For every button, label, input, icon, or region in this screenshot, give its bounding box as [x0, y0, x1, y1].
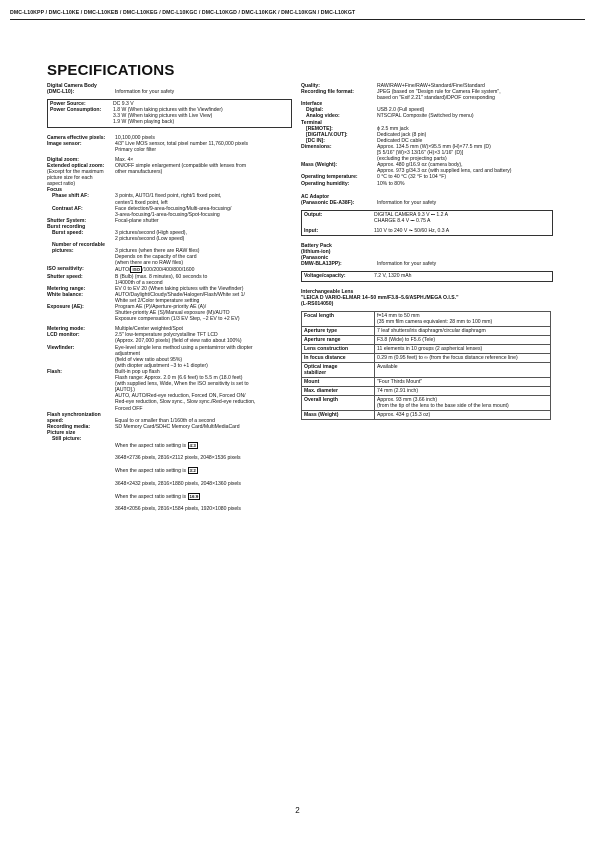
lens-row [302, 395, 551, 410]
camera-model-row [47, 89, 292, 95]
rec-format-label: Recording file format: [301, 89, 354, 96]
mass-label: Mass (Weight): [301, 162, 338, 169]
power-source-label: Power Source: [50, 101, 86, 108]
lens-spec-label: Mass (Weight) [302, 410, 375, 419]
ac-adaptor-heading: AC Adaptor [301, 193, 330, 200]
exposure-label: Exposure (AE): [47, 304, 84, 310]
burst-heading: Burst recording [47, 223, 86, 230]
aspect-16-9-icon: 16:9 [189, 493, 199, 499]
lens-row [302, 377, 551, 386]
input-value: 110 V to 240 V ⏦ 50/60 Hz, 0.3 A [374, 227, 450, 234]
iso-suffix: /100/200/400/800/1600 [142, 267, 195, 274]
lens-spec-value: "Four Thirds Mount" [375, 377, 551, 386]
lens-spec-value: 11 elements in 10 groups (2 aspherical lenses) [375, 344, 551, 353]
recording-media-value: SD Memory Card/SDHC Memory Card/MultiMediaCard [115, 423, 240, 430]
phase-af-label: Phase shift AF: [52, 193, 89, 200]
metering-mode-label: Metering mode: [47, 326, 85, 333]
op-hum-label: Operating humidity: [301, 180, 350, 187]
shutter-speed-label: Shutter speed: [47, 273, 83, 280]
shutter-speed-value: B (Bulb) (max. 8 minutes), 60 seconds to 1/4000th of a second [115, 273, 208, 286]
metering-range-value: EV 0 to EV 20 (When taking pictures with the Viewfinder) [115, 285, 244, 292]
exposure-value: Program AE (P)/Aperture-priority AE (A)/ Shutter-priority AE (S)/Manual exposure (M)/AUTO Exposure compensation (1/3 EV Step, −2 EV to +2 EV) [115, 304, 240, 323]
op-hum-value: 10% to 80% [377, 180, 405, 187]
ext-zoom-label: Extended optical zoom: [47, 162, 105, 169]
header-rule [10, 19, 585, 20]
dcin-label: [DC IN]: [306, 137, 325, 144]
image-sensor-value: 4/3" Live MOS sensor, total pixel number 11,760,000 pixels Primary color filter [115, 140, 249, 153]
voltage-label: Voltage/capacity: [304, 273, 346, 280]
lens-spec-value: 7 leaf shutters/iris diaphragm/circular diaphragm [375, 326, 551, 335]
output-label: Output: [304, 211, 323, 218]
interface-heading: Interface [301, 101, 323, 108]
lens-spec-value: 74 mm (2.91 inch) [375, 386, 551, 395]
ac-model-label: (Panasonic DE-A38F): [301, 199, 355, 206]
phase-af-value: 3 points, AUTO/1 fixed point, right/1 fixed point, center/1 fixed point, left [115, 193, 222, 206]
still-line-3: When the aspect ratio setting is [115, 468, 187, 475]
lens-spec-label: Lens construction [302, 344, 375, 353]
burst-speed-label: Burst speed: [52, 229, 84, 236]
battery-pack-value: Information for your safety [377, 261, 437, 268]
recording-media-label: Recording media: [47, 423, 91, 430]
rec-format-value: JPEG (based on "Design rule for Camera File system", based on "Exif 2.21" standard)/DPOF corresponding [377, 89, 501, 102]
lens-spec-value: Approx. 434 g (15.3 oz) [375, 410, 551, 419]
lens-row [302, 353, 551, 362]
ext-zoom-value: ON/OFF simple enlargement (compatible with lenses from [115, 162, 247, 169]
metering-range-label: Metering range: [47, 285, 86, 292]
lens-spec-label: Max. diameter [302, 386, 375, 395]
wb-label: White balance: [47, 291, 83, 298]
lens-row [302, 362, 551, 377]
shutter-system-label: Shutter System: [47, 217, 87, 224]
quality-value: RAW/RAW+Fine/RAW+Standard/Fine/Standard [377, 83, 485, 89]
dimensions-value: Approx. 134.5 mm (W)×95.5 mm (H)×77.5 mm (D) [5 5/16" (W)×3 13/16" (H)×3 1/16" (D)] (excluding the projecting parts) [377, 143, 491, 163]
lens-row [302, 410, 551, 419]
lens-spec-label: Overall length [302, 395, 375, 410]
right-column [301, 83, 553, 420]
aspect-4-3-icon: 4:3 [189, 443, 196, 449]
lens-row [302, 386, 551, 395]
op-temp-value: 0 °C to 40 °C (32 °F to 104 °F) [377, 174, 447, 181]
still-line-5: When the aspect ratio setting is [115, 493, 187, 500]
dcin-value: Dedicated DC cable [377, 137, 423, 144]
left-column [47, 83, 292, 512]
remote-value: ϕ 2.5 mm jack [377, 125, 409, 132]
burst-speed-value: 3 pictures/second (High speed), 2 pictures/second (Low speed) [115, 229, 187, 243]
effective-pixels-value: 10,100,000 pixels [115, 134, 155, 141]
remote-label: [REMOTE]: [306, 125, 333, 132]
still-line-6: 3648×2056 pixels, 2816×1584 pixels, 1920×1080 pixels [115, 506, 241, 512]
lens-spec-value: Approx. 93 mm (3.66 inch) (from the tip of the lens to the base side of the lens mount) [375, 395, 551, 410]
aspect-3-2-icon: 3:2 [189, 468, 196, 474]
focus-heading: Focus [47, 187, 63, 194]
viewfinder-label: Viewfinder: [47, 344, 75, 351]
input-label: Input: [304, 227, 319, 234]
lens-spec-label: In focus distance [302, 353, 375, 362]
contrast-af-value: Face detection/9-area-focusing/Multi-area-focusing/ 3-area-focusing/1-area-focusing/Spot-focusing [115, 205, 232, 218]
iso-label: ISO sensitivity: [47, 266, 84, 273]
shutter-system-value: Focal-plane shutter [115, 217, 159, 224]
num-recordable-label: Number of recordable pictures: [52, 242, 105, 255]
lens-spec-label: Focal length [302, 311, 375, 326]
effective-pixels-label: Camera effective pixels: [47, 134, 106, 141]
lens-row [302, 344, 551, 353]
lens-row [302, 335, 551, 344]
lens-spec-label: Aperture range [302, 335, 375, 344]
quality-label: Quality: [301, 83, 320, 89]
still-line-4: 3648×2432 pixels, 2816×1880 pixels, 2048×1360 pixels [115, 480, 241, 487]
digital-av-label: [DIGITAL/V.OUT]: [306, 131, 348, 138]
iso-value [115, 266, 292, 273]
digital-av-value: Dedicated jack (8 pin) [377, 131, 427, 138]
lens-spec-label: Mount [302, 377, 375, 386]
battery-box [301, 271, 553, 281]
ac-box [301, 210, 553, 236]
analog-label: Analog video: [306, 113, 340, 120]
wb-value: AUTO/Daylight/Cloudy/Shade/Halogen/Flash/White set 1/ White set 2/Color temperature setting [115, 291, 245, 304]
image-sensor-label: Image sensor: [47, 140, 82, 147]
power-box [47, 99, 292, 127]
digital-label: Digital: [306, 107, 324, 114]
page-number: 2 [295, 806, 300, 815]
voltage-value: 7.2 V, 1320 mAh [374, 273, 412, 280]
still-picture-value [115, 436, 292, 512]
lcd-label: LCD monitor: [47, 332, 80, 339]
num-recordable-value: 3 pictures (when there are RAW files) Depends on the capacity of the card (when there are no RAW files) [115, 248, 200, 267]
digital-zoom-value: Max. 4× [115, 156, 134, 163]
lens-row [302, 311, 551, 326]
lens-spec-label: Aperture type [302, 326, 375, 335]
ext-zoom-note: (Except for the maximum picture size for each aspect ratio) [47, 169, 104, 188]
picture-size-heading: Picture size [47, 429, 76, 436]
flash-label: Flash: [47, 368, 63, 375]
contrast-af-label: Contrast AF: [52, 205, 83, 212]
power-consumption-label: Power Consumption: [50, 107, 102, 114]
terminal-heading: Terminal [301, 119, 322, 126]
camera-body-heading: Digital Camera Body [47, 83, 97, 89]
camera-model-value: Information for your safety [115, 89, 175, 96]
camera-model-label: (DMC-L10): [47, 89, 75, 96]
output-value: DIGITAL CAMERA 9.3 V ⎓ 1.2 A CHARGE 8.4 V ⎓ 0.75 A [374, 211, 448, 224]
lens-heading: Interchangeable Lens "LEICA D VARIO-ELMAR 14–50 mm/F3.8–5.6/ASPH./MEGA O.I.S." (L-RS014050) [301, 288, 459, 307]
page-title: SPECIFICATIONS [47, 62, 175, 79]
lens-spec-value: F3.8 (Wide) to F5.6 (Tele) [375, 335, 551, 344]
ext-zoom-value-2: other manufacturers) [115, 169, 163, 176]
flash-sync-label: speed: [47, 417, 64, 424]
flash-sync-heading: Flash synchronization [47, 411, 101, 418]
flash-sync-value: Equal to or smaller than 1/160th of a second [115, 417, 215, 424]
lens-row [302, 326, 551, 335]
power-source-value: DC 9.3 V [113, 101, 134, 108]
lens-spec-value: 0.29 m (0.95 feet) to ∞ (from the focus distance reference line) [375, 353, 551, 362]
dimensions-label: Dimensions: [301, 143, 332, 150]
battery-pack-label: Battery Pack (lithium-ion) (Panasonic DMW-BLA13PP): [301, 243, 342, 268]
op-temp-label: Operating temperature: [301, 174, 358, 181]
still-line-1: When the aspect ratio setting is [115, 443, 187, 450]
digital-value: USB 2.0 (Full speed) [377, 107, 425, 114]
model-header: DMC-L10KPP / DMC-L10KE / DMC-L10KEB / DMC-L10KEG / DMC-L10KGC / DMC-L10KGD / DMC-L10KGK / DMC-L10KGN / DMC-L10KGT [10, 10, 356, 16]
digital-zoom-label: Digital zoom: [47, 156, 79, 163]
ac-model-value: Information for your safety [377, 199, 437, 206]
still-picture-label: Still picture: [52, 435, 82, 442]
still-line-2: 3648×2736 pixels, 2816×2112 pixels, 2048×1536 pixels [115, 455, 241, 462]
viewfinder-value: Eye-level single lens method using a pentamirror with diopter adjustment (field of view ratio about 95%) (with diopter adjustment −3 to +1 diopter) [115, 344, 253, 369]
intelligent-iso-icon: ISO [132, 267, 141, 273]
analog-value: NTSC/PAL Composite (Switched by menu) [377, 113, 474, 120]
power-consumption-value: 1.8 W (When taking pictures with the Viewfinder) 3.3 W (When taking pictures with Live View) 1.9 W (When playing back) [113, 107, 223, 126]
lens-spec-value: Available [375, 362, 551, 377]
flash-value: Built-in pop up flash Flash range: Approx. 2.0 m (6.6 feet) to 5.5 m (18.0 feet) (with supplied lens, Wide, When the ISO sensitivity is set to [AUTO].) AUTO, AUTO/Red-eye reduction, Forced ON, Forced ON/ Red-eye reduction, Slow sync., Slow sync./Red-eye reduction, Forced OFF [115, 368, 256, 412]
lens-table [301, 311, 551, 420]
metering-mode-value: Multiple/Center weighted/Spot [115, 326, 183, 333]
mass-value: Approx. 480 g/16.9 oz (camera body), Approx. 973 g/34.3 oz (with supplied lens, card and battery) [377, 162, 512, 175]
lcd-value: 2.5" low-temperature polycrystalline TFT LCD (Approx. 207,000 pixels) (field of view ratio about 100%) [115, 332, 242, 345]
iso-prefix: AUTO/ [115, 267, 131, 274]
lens-spec-label: Optical image stabilizer [302, 362, 375, 377]
lens-spec-value: f=14 mm to 50 mm (35 mm film camera equivalent: 28 mm to 100 mm) [375, 311, 551, 326]
